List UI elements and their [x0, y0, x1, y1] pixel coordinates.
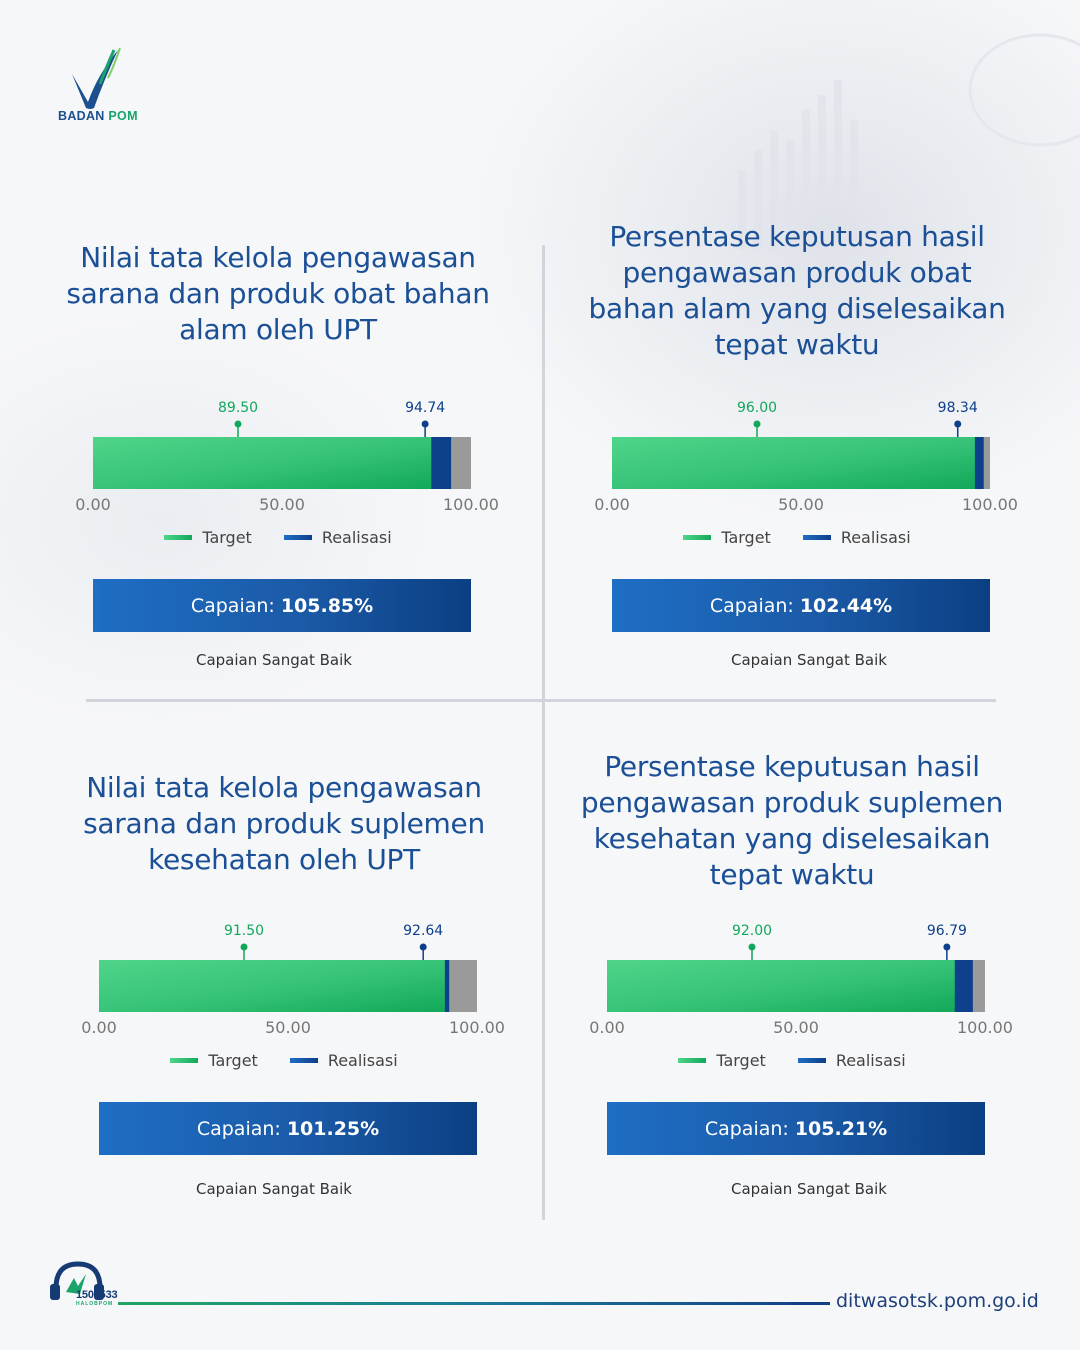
realisasi-marker-dot [422, 421, 429, 428]
tick-label: 0.00 [594, 495, 630, 514]
bar-target [612, 437, 975, 489]
legend-realisasi: Realisasi [798, 1051, 906, 1070]
realisasi-marker-dot [943, 944, 950, 951]
realisasi-value-label: 92.64 [403, 923, 444, 939]
tick-label: 50.00 [259, 495, 305, 514]
legend-target-swatch [683, 535, 711, 540]
footer-line [118, 1302, 828, 1305]
hotline-sub: HALOBPOM [76, 1301, 114, 1307]
capaian-label: Capaian: [709, 594, 794, 617]
tick-label: 0.00 [81, 1018, 117, 1037]
panel-title: Persentase keputusan hasil pengawasan produk obat bahan alam yang diselesaikan tepat waktu [588, 220, 1006, 361]
stacked-bar-chart [562, 915, 1022, 1045]
legend-target-swatch [678, 1058, 706, 1063]
status-text: Capaian Sangat Baik [731, 651, 887, 669]
panel-title: Nilai tata kelola pengawasan sarana dan produk suplemen kesehatan oleh UPT [83, 771, 485, 876]
stacked-bar-chart [54, 915, 514, 1045]
capaian-value: 101.25% [286, 1117, 380, 1140]
legend-realisasi-swatch [290, 1058, 318, 1063]
legend-realisasi-swatch [284, 535, 312, 540]
legend [562, 1051, 1022, 1070]
capaian-value: 105.21% [794, 1117, 888, 1140]
target-value-label: 92.00 [731, 923, 773, 939]
status-text: Capaian Sangat Baik [196, 651, 352, 669]
legend-target: Target [164, 528, 252, 547]
capaian-box [607, 1102, 985, 1155]
legend [54, 1051, 514, 1070]
horizontal-divider [86, 699, 996, 702]
hotline-number: 1500533 [76, 1289, 118, 1301]
panel-title: Nilai tata kelola pengawasan sarana dan produk obat bahan alam oleh UPT [66, 241, 490, 346]
capaian-box [93, 579, 471, 632]
vertical-divider [542, 245, 545, 1220]
footer-url[interactable]: ditwasotsk.pom.go.id [836, 1290, 1039, 1312]
tick-label: 0.00 [75, 495, 111, 514]
target-value-label: 91.50 [223, 923, 265, 939]
logo-text: BADAN POM [58, 109, 138, 123]
status-text: Capaian Sangat Baik [731, 1180, 887, 1198]
bar-target [93, 437, 431, 489]
target-marker-dot [754, 421, 761, 428]
tick-label: 100.00 [962, 495, 1018, 514]
bar-target [99, 960, 445, 1012]
realisasi-marker-dot [420, 944, 427, 951]
legend-target: Target [170, 1051, 258, 1070]
capaian-box [99, 1102, 477, 1155]
realisasi-value-label: 98.34 [937, 400, 978, 416]
tick-label: 100.00 [957, 1018, 1013, 1037]
realisasi-value-label: 96.79 [926, 923, 967, 939]
target-value-label: 89.50 [217, 400, 259, 416]
legend [48, 528, 508, 547]
legend-target-swatch [170, 1058, 198, 1063]
capaian-label: Capaian: [190, 594, 275, 617]
tick-label: 50.00 [773, 1018, 819, 1037]
legend [567, 528, 1027, 547]
capaian-value: 102.44% [799, 594, 893, 617]
legend-realisasi-swatch [803, 535, 831, 540]
legend-target: Target [683, 528, 771, 547]
tick-label: 50.00 [778, 495, 824, 514]
legend-realisasi-swatch [798, 1058, 826, 1063]
legend-target-swatch [164, 535, 192, 540]
realisasi-value-label: 94.74 [405, 400, 446, 416]
panel-title: Persentase keputusan hasil pengawasan produk suplemen kesehatan yang diselesaikan tepat waktu [580, 750, 1004, 891]
target-marker-dot [749, 944, 756, 951]
legend-realisasi: Realisasi [803, 528, 911, 547]
target-value-label: 96.00 [736, 400, 778, 416]
tick-label: 100.00 [443, 495, 499, 514]
target-marker-dot [241, 944, 248, 951]
bar-target [607, 960, 955, 1012]
stacked-bar-chart [48, 392, 508, 522]
tick-label: 50.00 [265, 1018, 311, 1037]
target-marker-dot [235, 421, 242, 428]
stacked-bar-chart [567, 392, 1027, 522]
capaian-value: 105.85% [280, 594, 374, 617]
status-text: Capaian Sangat Baik [196, 1180, 352, 1198]
legend-realisasi: Realisasi [284, 528, 392, 547]
capaian-label: Capaian: [704, 1117, 789, 1140]
realisasi-marker-dot [954, 421, 961, 428]
tick-label: 0.00 [589, 1018, 625, 1037]
legend-realisasi: Realisasi [290, 1051, 398, 1070]
legend-target: Target [678, 1051, 766, 1070]
capaian-box [612, 579, 990, 632]
tick-label: 100.00 [449, 1018, 505, 1037]
footer-dash [790, 1302, 830, 1305]
capaian-label: Capaian: [196, 1117, 281, 1140]
